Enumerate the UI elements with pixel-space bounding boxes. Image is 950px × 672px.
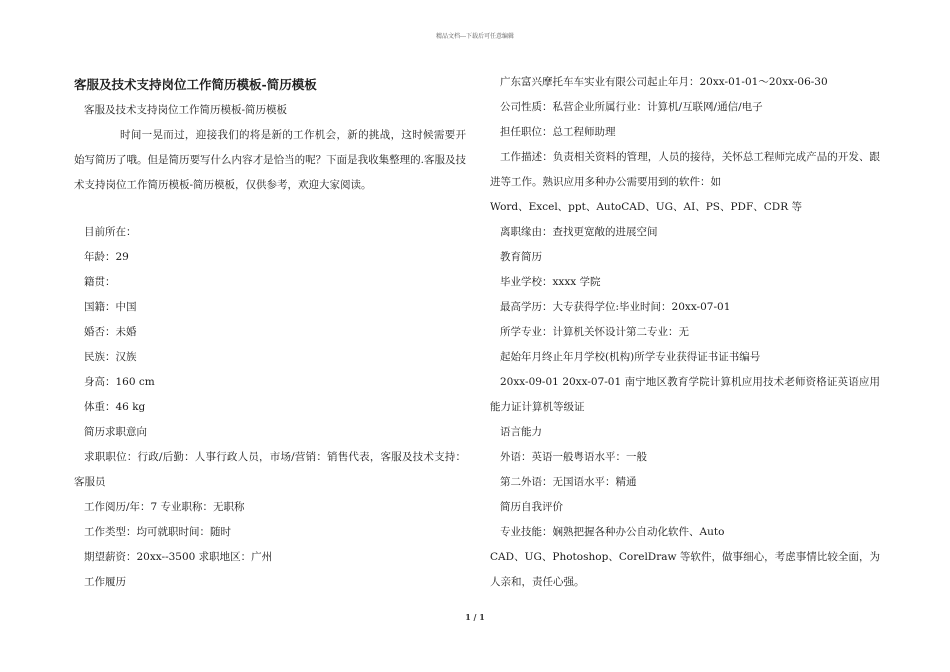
intro-paragraph: 时间一晃而过，迎接我们的将是新的工作机会，新的挑战，这时候需要开始写简历了哦。但是简历要写什么内容才是恰当的呢？下面是我收集整理的.客服及技术支持岗位工作简历模板-简历模板，仅供参考，欢迎大家阅读。 (74, 129, 466, 191)
field-weight: 体重：46 kg (84, 401, 146, 413)
field-nationality: 国籍：中国 (84, 301, 137, 313)
field-job-description: 工作描述：负责相关资料的管理，人员的接待，关怀总工程师完成产品的开发、跟进等工作。熟识应用多种办公需要用到的软件：如 (490, 151, 880, 188)
field-highest-degree: 最高学历：大专获得学位:毕业时间：20xx-07-01 (500, 301, 731, 313)
right-column (490, 70, 880, 595)
page-header-note: 精品文档---下载后可任意编辑 (435, 33, 515, 40)
field-desired-position: 求职职位：行政/后勤：人事行政人员，市场/营销：销售代表，客服及技术支持：客服员 (74, 451, 466, 488)
field-company: 广东富兴摩托车车实业有限公司起止年月：20xx-01-01～20xx-06-30 (500, 76, 828, 88)
field-major: 所学专业：计算机关怀设计第二专业：无 (500, 326, 689, 338)
section-heading-education: 教育简历 (500, 251, 542, 263)
field-job-type: 工作类型：均可就职时间：随时 (84, 526, 231, 538)
field-native-place: 籍贯： (84, 276, 116, 288)
field-work-years: 工作阅历/年：7 专业职称：无职称 (84, 501, 245, 513)
field-software-list: Word、Excel、ppt、AutoCAD、UG、AI、PS、PDF、CDR 等 (490, 201, 802, 213)
field-second-language: 第二外语：无国语水平：精通 (500, 476, 637, 488)
field-company-type: 公司性质：私营企业所属行业：计算机/互联网/通信/电子 (500, 101, 763, 113)
page-number: 1 / 1 (465, 612, 485, 622)
section-heading-work-history: 工作履历 (84, 576, 126, 588)
education-table-row: 20xx-09-01 20xx-07-01 南宁地区教育学院计算机应用技术老师资格证英语应用能力证计算机等级证 (490, 376, 880, 413)
document-subtitle: 客服及技术支持岗位工作简历模板-简历模板 (84, 104, 288, 116)
document-title: 客服及技术支持岗位工作简历模板-简历模板 (74, 77, 317, 92)
field-ethnicity: 民族：汉族 (84, 351, 137, 363)
field-current-location: 目前所在： (84, 226, 137, 238)
field-skills: 专业技能：娴熟把握各种办公自动化软件、Auto (500, 526, 725, 538)
field-expected-salary: 期望薪资：20xx--3500 求职地区：广州 (84, 551, 273, 563)
field-leave-reason: 离职缘由：查找更宽敞的进展空间 (500, 226, 658, 238)
section-heading-language: 语言能力 (500, 426, 542, 438)
section-heading-self-evaluation: 简历自我评价 (500, 501, 563, 513)
section-heading-job-intent: 简历求职意向 (84, 426, 147, 438)
field-marital-status: 婚否：未婚 (84, 326, 137, 338)
field-position-held: 担任职位：总工程师助理 (500, 126, 616, 138)
field-height: 身高：160 cm (84, 376, 155, 388)
spacer (74, 198, 466, 220)
education-table-header: 起始年月终止年月学校(机构)所学专业获得证书证书编号 (500, 351, 761, 363)
left-column (74, 70, 466, 595)
field-foreign-language: 外语：英语一般粤语水平：一般 (500, 451, 647, 463)
field-skills-continued: CAD、UG、Photoshop、CorelDraw 等软件，做事细心，考虑事情比较全面，为人亲和，责任心强。 (490, 551, 880, 588)
field-age: 年龄：29 (84, 251, 129, 263)
field-school: 毕业学校：xxxx 学院 (500, 276, 601, 288)
